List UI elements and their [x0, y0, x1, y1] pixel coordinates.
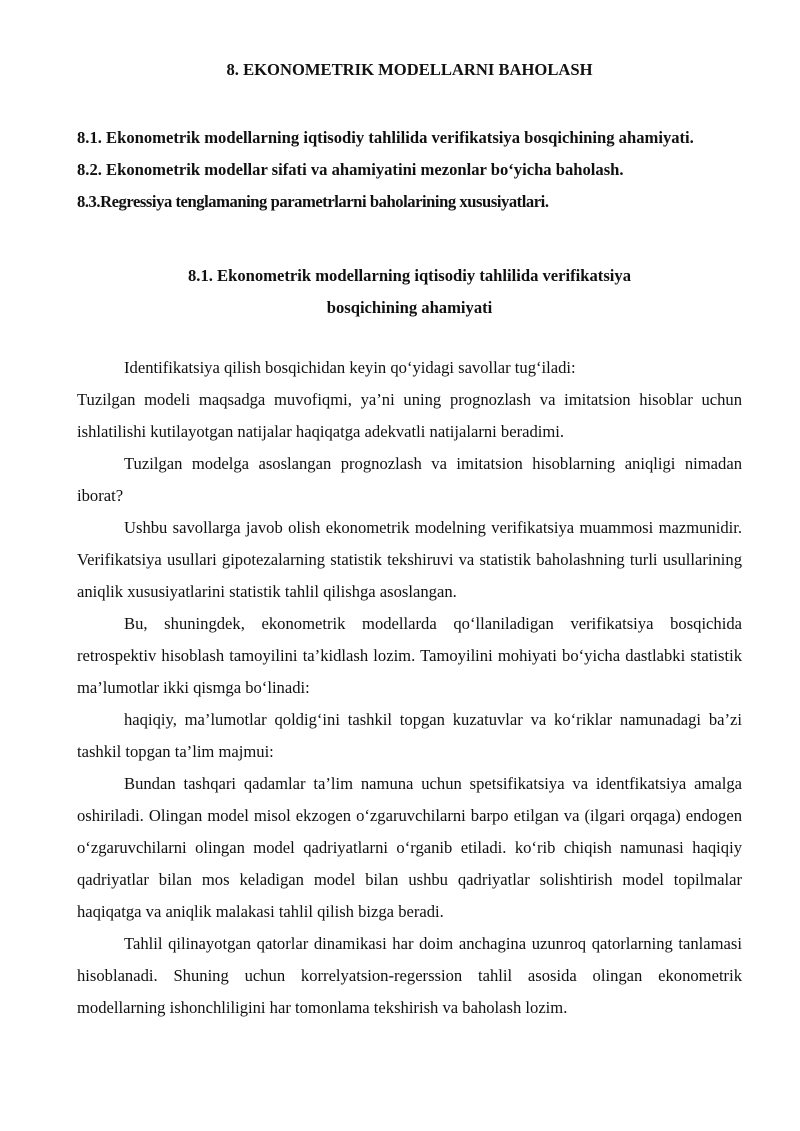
chapter-title: 8. EKONOMETRIK MODELLARNI BAHOLASH — [226, 60, 593, 79]
paragraph-8: Tahlil qilinayotgan qatorlar dinamikasi har doim anchagina uzunroq qatorlarning tanlamasi hisoblanadi. Shuning uchun korrelyatsion-regerssion tahlil asosida olingan ekonometrik modellarning ishonchliligini har tomonlama tekshirish va baholash lozim. — [77, 934, 742, 1017]
paragraph-7: Bundan tashqari qadamlar ta’lim namuna uchun spetsifikatsiya va identfikatsiya amalga oshiriladi. Olingan model misol ekzogen o‘zgaruvchilarni barpo etilgan va (ilgari orqaga) endogen o‘zgaruvchilarni olingan model qadriyatlarni o‘rganib etiladi. ko‘rib chiqish namunasi haqiqiy qadriyatlar bilan mos keladigan model bilan ushbu qadriyatlar solishtirish model topilmalar haqiqatga va aniqlik malakasi tahlil qilish bizga beradi. — [77, 774, 742, 921]
section-heading-line-1: 8.1. Ekonometrik modellarning iqtisodiy tahlilida verifikatsiya — [188, 266, 631, 285]
paragraph-6: haqiqiy, ma’lumotlar qoldig‘ini tashkil topgan kuzatuvlar va ko‘riklar namunadagi ba’zi tashkil topgan ta’lim majmui: — [77, 710, 742, 761]
paragraph-3: Tuzilgan modelga asoslangan prognozlash va imitatsion hisoblarning aniqligi nimadan iborat? — [77, 454, 742, 505]
outline-item-8-2: 8.2. Ekonometrik modellar sifati va ahamiyatini mezonlar bo‘yicha baholash. — [77, 160, 624, 179]
paragraph-1: Identifikatsiya qilish bosqichidan keyin qo‘yidagi savollar tug‘iladi: — [124, 358, 576, 377]
paragraph-4: Ushbu savollarga javob olish ekonometrik modelning verifikatsiya muammosi mazmunidir. Verifikatsiya usullari gipotezalarning statistik tekshiruvi va statistik baholashning turli usullarining aniqlik xususiyatlarini statistik tahlil qilishga asoslangan. — [77, 518, 742, 601]
outline-item-8-1: 8.1. Ekonometrik modellarning iqtisodiy tahlilida verifikatsiya bosqichining ahamiyati. — [77, 128, 694, 147]
chapter-outline — [77, 122, 742, 218]
paragraph-5: Bu, shuningdek, ekonometrik modellarda qo‘llaniladigan verifikatsiya bosqichida retrospektiv hisoblash tamoyilini ta’kidlash lozim. Tamoyilini mohiyati bo‘yicha dastlabki statistik ma’lumotlar ikki qismga bo‘linadi: — [77, 614, 742, 697]
paragraph-2: Tuzilgan modeli maqsadga muvofiqmi, ya’ni uning prognozlash va imitatsion hisoblar uchun ishlatilishi kutilayotgan natijalar haqiqatga adekvatli natijalarni beradimi. — [77, 390, 742, 441]
outline-item-8-3: 8.3.Regressiya tenglamaning parametrlarni baholarining xususiyatlari. — [77, 192, 549, 211]
section-heading — [77, 260, 742, 324]
section-heading-line-2: bosqichining ahamiyati — [326, 298, 493, 317]
